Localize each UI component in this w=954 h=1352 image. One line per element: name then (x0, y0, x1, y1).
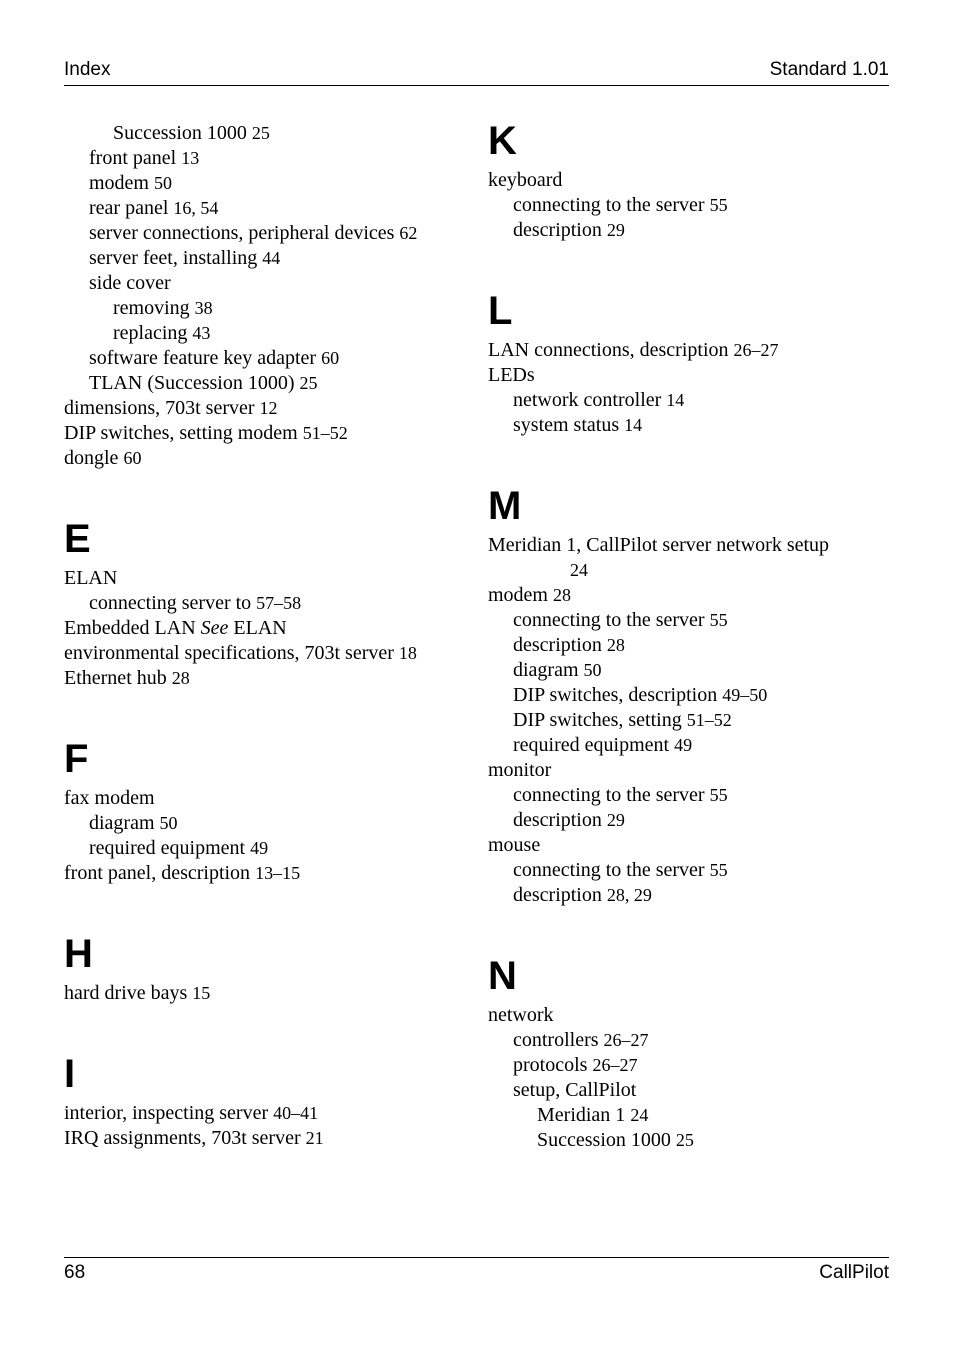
page-reference[interactable]: 51–52 (302, 423, 348, 443)
page-reference[interactable]: 24 (630, 1105, 649, 1125)
index-entry (64, 836, 469, 861)
index-entry (64, 321, 469, 346)
page-reference[interactable]: 28, 29 (606, 885, 652, 905)
index-term: keyboard (488, 169, 563, 191)
index-column-right (488, 121, 888, 1153)
page-reference[interactable]: 25 (675, 1130, 694, 1150)
index-term: removing (113, 297, 190, 319)
section-letter-heading: H (64, 932, 93, 976)
index-term: network (488, 1004, 554, 1026)
page-reference[interactable]: 14 (624, 415, 643, 435)
page-reference[interactable]: 55 (709, 860, 728, 880)
index-entry (488, 633, 888, 658)
page-reference[interactable]: 14 (666, 390, 685, 410)
page-number: 68 (64, 1262, 86, 1283)
index-term: LEDs (488, 364, 535, 386)
index-entry (64, 446, 469, 471)
index-term: modem (89, 172, 149, 194)
index-entry (64, 1126, 469, 1151)
index-entry (488, 583, 888, 608)
page-reference[interactable]: 60 (321, 348, 340, 368)
page-reference[interactable]: 28 (606, 635, 625, 655)
index-entry (488, 338, 888, 363)
index-entry (64, 346, 469, 371)
section-letter-heading: N (488, 954, 517, 998)
index-entry (64, 196, 469, 221)
index-term: Meridian 1 (537, 1104, 626, 1126)
page-reference[interactable]: 55 (709, 785, 728, 805)
index-term: network controller (513, 389, 662, 411)
section-letter-heading: L (488, 289, 513, 333)
index-term: fax modem (64, 787, 155, 809)
index-entry (488, 658, 888, 683)
index-entry (488, 858, 888, 883)
see-reference: See (200, 617, 229, 639)
index-entry (488, 218, 888, 243)
index-entry (64, 616, 469, 641)
page-reference[interactable]: 26–27 (603, 1030, 649, 1050)
index-term: description (513, 634, 602, 656)
index-entry (64, 396, 469, 421)
index-term: Embedded LAN (64, 617, 201, 639)
index-entry (488, 168, 888, 193)
index-entry (64, 666, 469, 691)
index-term: connecting to the server (513, 784, 705, 806)
index-entry (64, 221, 469, 246)
index-term: side cover (89, 272, 171, 294)
section-letter-heading: M (488, 484, 522, 528)
page-reference[interactable]: 25 (251, 123, 270, 143)
page-reference[interactable]: 49 (250, 838, 269, 858)
index-term: server feet, installing (89, 247, 258, 269)
index-entry (488, 193, 888, 218)
index-term: environmental specifications, 703t server (64, 642, 394, 664)
index-term: protocols (513, 1054, 588, 1076)
index-term: Succession 1000 (537, 1129, 671, 1151)
index-term: system status (513, 414, 620, 436)
page-reference[interactable]: 60 (123, 448, 142, 468)
page-footer (64, 1257, 889, 1288)
index-entry (488, 363, 888, 388)
page-reference[interactable]: 40–41 (273, 1103, 319, 1123)
index-entry (64, 641, 469, 666)
index-entry (64, 271, 469, 296)
index-entry (488, 533, 888, 558)
index-term: DIP switches, setting modem (64, 422, 298, 444)
index-entry (488, 733, 888, 758)
index-term: Meridian 1, CallPilot server network setup (488, 534, 830, 556)
header-document-version: Standard 1.01 (769, 59, 889, 80)
index-entry (64, 861, 469, 886)
section-letter-heading: F (64, 737, 89, 781)
index-term: required equipment (89, 837, 246, 859)
index-entry (64, 981, 469, 1006)
index-term: connecting to the server (513, 859, 705, 881)
section-letter-heading: I (64, 1052, 76, 1096)
section-letter-heading: K (488, 119, 517, 163)
page-reference[interactable]: 57–58 (256, 593, 302, 613)
index-entry (64, 371, 469, 396)
page-reference[interactable]: 13–15 (255, 863, 301, 883)
page-reference[interactable]: 50 (583, 660, 602, 680)
index-entry (64, 121, 469, 146)
index-entry (64, 811, 469, 836)
index-column-left (64, 121, 469, 1151)
index-entry (488, 758, 888, 783)
index-term: interior, inspecting server (64, 1102, 269, 1124)
page-reference[interactable]: 21 (305, 1128, 324, 1148)
index-term: front panel, description (64, 862, 251, 884)
index-term: modem (488, 584, 548, 606)
page-reference[interactable]: 12 (259, 398, 278, 418)
index-term: controllers (513, 1029, 599, 1051)
index-term: software feature key adapter (89, 347, 317, 369)
index-entry (64, 566, 469, 591)
index-term: required equipment (513, 734, 670, 756)
index-entry (64, 591, 469, 616)
index-entry (64, 421, 469, 446)
index-entry (488, 1103, 888, 1128)
index-entry (488, 388, 888, 413)
page-reference[interactable]: 50 (154, 173, 172, 193)
page-reference[interactable]: 29 (606, 220, 625, 240)
index-term: diagram (89, 812, 155, 834)
index-entry (64, 146, 469, 171)
page-reference[interactable]: 16, 54 (173, 198, 219, 218)
index-term: front panel (89, 147, 177, 169)
index-entry (488, 808, 888, 833)
page-header (64, 57, 889, 86)
page-reference[interactable]: 26–27 (592, 1055, 638, 1075)
index-entry (488, 783, 888, 808)
index-entry (64, 171, 469, 196)
page-reference[interactable]: 15 (192, 983, 211, 1003)
page-reference[interactable]: 28 (171, 668, 190, 688)
index-term: description (513, 219, 602, 241)
index-term: TLAN (Succession 1000) (89, 372, 295, 394)
index-term: DIP switches, setting (513, 709, 682, 731)
index-term: hard drive bays (64, 982, 188, 1004)
index-term: LAN connections, description (488, 339, 729, 361)
page-reference[interactable]: 13 (181, 148, 200, 168)
index-entry (488, 1053, 888, 1078)
index-term: Ethernet hub (64, 667, 167, 689)
page-reference[interactable]: 25 (299, 373, 318, 393)
index-entry (488, 558, 888, 583)
index-term: monitor (488, 759, 552, 781)
index-term: DIP switches, description (513, 684, 718, 706)
index-entry (64, 786, 469, 811)
header-section-title: Index (64, 59, 111, 80)
index-entry (488, 608, 888, 633)
index-term: mouse (488, 834, 541, 856)
index-entry (488, 1028, 888, 1053)
index-entry (64, 246, 469, 271)
index-term: connecting to the server (513, 194, 705, 216)
index-entry (488, 1128, 888, 1153)
index-term: connecting to the server (513, 609, 705, 631)
page-reference[interactable]: 38 (194, 298, 213, 318)
page-reference[interactable]: 51–52 (686, 710, 732, 730)
page-reference[interactable]: 24 (570, 560, 588, 580)
index-term: rear panel (89, 197, 169, 219)
page-reference[interactable]: 26–27 (733, 340, 779, 360)
page-reference[interactable]: 55 (709, 610, 728, 630)
see-target: ELAN (228, 617, 287, 639)
index-term: ELAN (64, 567, 118, 589)
footer-product-name: CallPilot (819, 1262, 889, 1283)
section-letter-heading: E (64, 517, 91, 561)
index-entry (488, 833, 888, 858)
index-entry (488, 1078, 888, 1103)
index-term: dongle (64, 447, 119, 469)
index-entry (488, 883, 888, 908)
index-term: server connections, peripheral devices (89, 222, 395, 244)
index-entry (488, 708, 888, 733)
index-term: Succession 1000 (113, 122, 247, 144)
page-reference[interactable]: 62 (399, 223, 418, 243)
index-term: dimensions, 703t server (64, 397, 255, 419)
index-term: diagram (513, 659, 579, 681)
page-reference[interactable]: 43 (192, 323, 211, 343)
page-reference[interactable]: 55 (709, 195, 728, 215)
index-term: description (513, 809, 602, 831)
index-entry (488, 683, 888, 708)
index-entry (488, 413, 888, 438)
page-reference[interactable]: 29 (606, 810, 625, 830)
page-reference[interactable]: 49 (674, 735, 693, 755)
index-term: connecting server to (89, 592, 252, 614)
index-entry (488, 1003, 888, 1028)
index-term: replacing (113, 322, 188, 344)
page-reference[interactable]: 28 (553, 585, 571, 605)
page-reference[interactable]: 49–50 (722, 685, 768, 705)
index-term: description (513, 884, 602, 906)
page-reference[interactable]: 18 (398, 643, 417, 663)
page-reference[interactable]: 50 (159, 813, 178, 833)
page-reference[interactable]: 44 (262, 248, 281, 268)
index-term: setup, CallPilot (513, 1079, 637, 1101)
index-entry (64, 1101, 469, 1126)
index-term: IRQ assignments, 703t server (64, 1127, 301, 1149)
index-entry (64, 296, 469, 321)
